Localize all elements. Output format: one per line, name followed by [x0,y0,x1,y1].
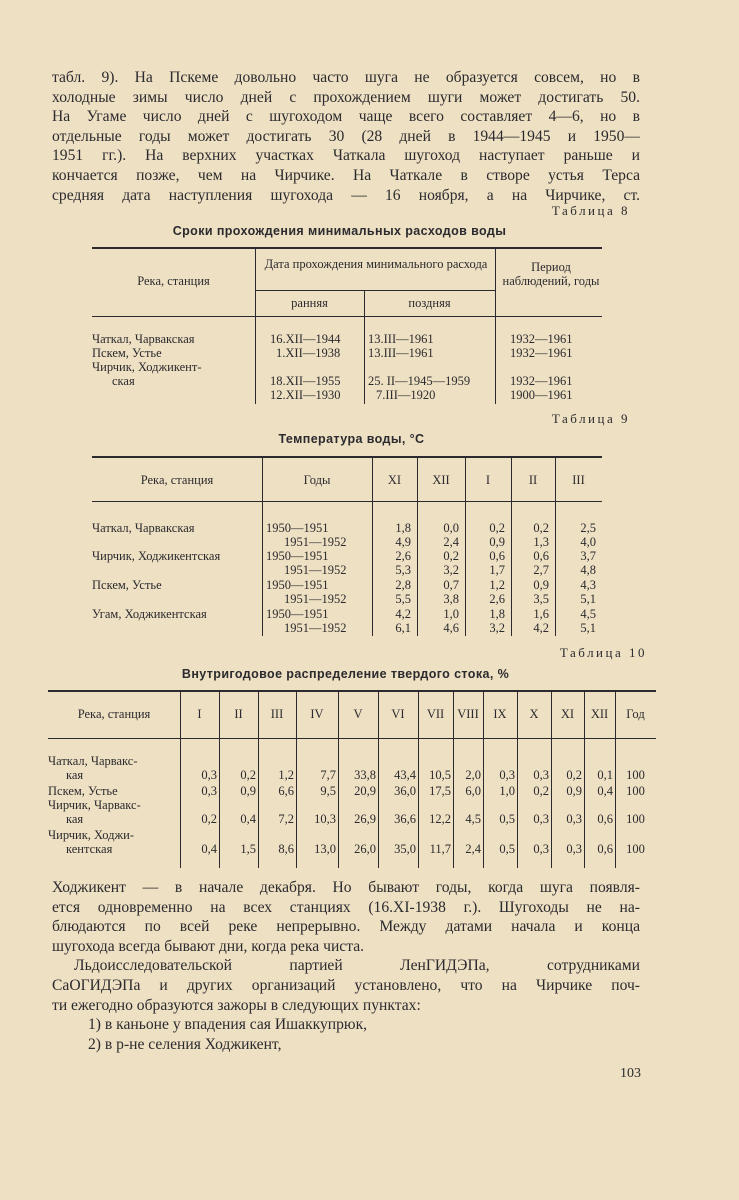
table9-value: 3,2 [489,621,505,635]
table10-value: 0,4 [201,842,217,856]
text-line: ется одновременно на всех станциях (16.XI-1938 г.). Шугоходы не на- [52,898,640,916]
table10-value: 1,0 [499,784,515,798]
table9-value: 3,8 [443,592,459,606]
table10-value: 0,3 [533,768,549,782]
text-line: отдельные годы может достигать 30 (28 дней в 1944—1945 и 1950— [52,127,640,145]
text-line: СаОГИДЭПа и других организаций установлено, что на Чирчике поч- [52,976,640,994]
table9-value: 4,8 [580,563,596,577]
table9-top-rule [92,456,602,458]
table10-value: 12,2 [429,812,451,826]
table8-top-rule [92,247,602,249]
table9-head-rule [92,501,602,502]
table9-years: 1951—1952 [284,535,347,549]
table9-value: 5,1 [580,621,596,635]
table10-top-rule [48,690,656,692]
text-line: кончается позже, чем на Чирчике. На Чаткале в створе устья Терса [52,166,640,184]
table9-value: 1,8 [395,521,411,535]
table8-header-early: ранняя [291,296,328,310]
table9-river: Чаткал, Чарвакская [92,521,195,535]
table10-value: 0,6 [597,842,613,856]
table9-value: 3,5 [533,592,549,606]
table8-early: 12.XII—1930 [270,388,341,402]
text-line: Ходжикент — в начале декабря. Но бывают годы, когда шуга появля- [52,879,640,896]
table9-value: 3,7 [580,549,596,563]
table8-river: Чирчик, Ходжикент- [92,360,202,374]
table10-value: 0,2 [533,784,549,798]
table10-value: 20,9 [354,784,376,798]
text-line: шугохода всегда бывают дни, когда река чиста. [52,937,365,955]
table10-value: 17,5 [429,784,451,798]
table9-value: 4,2 [533,621,549,635]
table9-value: 0,0 [443,521,459,535]
table10-value: 6,0 [465,784,481,798]
table10-header-cell: VIII [457,707,479,721]
table10-value: 0,9 [566,784,582,798]
table9-years: 1950—1951 [266,607,329,621]
table9-value: 0,6 [489,549,505,563]
table10-label: Таблица 10 [559,645,647,660]
table9-value: 0,6 [533,549,549,563]
table10-value: 0,2 [566,768,582,782]
table10-river: Чаткал, Чарвакс- [48,754,138,768]
table10-head-rule [48,738,656,739]
table9-river: Чирчик, Ходжикентская [92,549,221,563]
table10-value: 7,7 [320,768,336,782]
table8-late: 13.III—1961 [368,332,434,346]
table9-value: 1,2 [489,578,505,592]
table9-years: 1950—1951 [266,578,329,592]
table10-value: 26,9 [354,812,376,826]
table8-header-river: Река, станция [137,274,210,288]
table10-value: 1,2 [278,768,294,782]
table9-value: 1,3 [533,535,549,549]
table9-value: 2,6 [395,549,411,563]
table10-header-cell: VI [391,707,405,721]
table10-river: Чирчик, Ходжи- [48,828,135,842]
table8-label: Таблица 8 [551,203,630,218]
text-line: табл. 9). На Пскеме довольно часто шуга не образуется совсем, но в [52,69,640,86]
table10-value: 13,0 [314,842,336,856]
table8-vline [255,249,256,404]
table10-value: 33,8 [354,768,376,782]
table10-value: 0,3 [533,842,549,856]
table9-value: 5,1 [580,592,596,606]
table10-header-cell: V [353,707,363,721]
table10-value: 10,5 [429,768,451,782]
table10-header-cell: IX [493,707,507,721]
table10-value: 0,3 [201,784,217,798]
table10-value: 100 [626,768,645,782]
table10-value: 10,3 [314,812,336,826]
table9-value: 3,2 [443,563,459,577]
table9-header-cell: I [485,473,491,487]
table10-value: 0,4 [240,812,256,826]
table9-value: 4,3 [580,578,596,592]
table10-value: 26,0 [354,842,376,856]
table10-value: 100 [626,784,645,798]
table10-value: 2,0 [465,768,481,782]
table10-value: 7,2 [278,812,294,826]
table10-value: 0,5 [499,812,515,826]
table10-value: 0,3 [566,842,582,856]
table10-header-cell: Год [626,707,645,721]
table9-value: 2,4 [443,535,459,549]
bottom-paragraph [52,878,640,1054]
table9-value: 0,7 [443,578,459,592]
table9-value: 2,5 [580,521,596,535]
table10-value: 6,6 [278,784,294,798]
top-paragraph [52,68,640,205]
text-line: Льдоисследовательской партией ЛенГИДЭПа, сотрудниками [74,957,640,975]
text-line: блюдаются по всей реке непрерывно. Между датами начала и конца [52,918,640,936]
table8-header-late: поздняя [408,296,451,310]
table9-value: 2,8 [395,578,411,592]
table8-late: 13.III—1961 [368,346,434,360]
table10-header-cell: XI [560,707,575,721]
table8-header-date: Дата прохождения минимального расхода [264,257,488,271]
table10-header-cell: XII [590,707,609,721]
table9-header-cell: III [572,473,585,487]
table9-years: 1950—1951 [266,549,329,563]
table9-header-cell: XI [387,473,402,487]
table8-period: 1932—1961 [510,332,573,346]
table10-header-cell: I [197,707,202,721]
table9-river: Угам, Ходжикентская [92,607,207,621]
table9-years: 1951—1952 [284,592,347,606]
table8-sub-rule [255,290,495,291]
table10-value: 0,3 [201,768,217,782]
table9-value: 5,3 [395,563,411,577]
table10-header-cell: III [270,707,284,721]
table9-river: Пскем, Устье [92,578,162,592]
table9-value: 0,2 [489,521,505,535]
table9-value: 4,0 [580,535,596,549]
table10-value: 0,2 [240,768,256,782]
table9-value: 4,5 [580,607,596,621]
table10-value: 0,4 [597,784,613,798]
table8-period: 1932—1961 [510,374,573,388]
table10-river: кая [66,768,84,782]
table9-years: 1951—1952 [284,563,347,577]
table8-period: 1900—1961 [510,388,573,402]
table9-value: 1,6 [533,607,549,621]
table9-value: 0,2 [443,549,459,563]
table10-value: 9,5 [320,784,336,798]
table10-value: 4,5 [465,812,481,826]
table9-title: Температура воды, °С [278,432,425,446]
table9-header-cell: Река, станция [140,473,214,487]
text-line: ти ежегодно образуются зажоры в следующих пунктах: [52,996,421,1014]
table9-value: 2,6 [489,592,505,606]
table9-value: 4,2 [395,607,411,621]
table9-years: 1951—1952 [284,621,347,635]
table10-value: 0,9 [240,784,256,798]
table8-head-rule [92,316,602,317]
table10-header-cell: II [234,707,243,721]
table10-value: 100 [626,812,645,826]
table10-title: Внутригодовое распределение твердого стока, % [181,667,510,681]
table8-late: 25. II—1945—1959 [368,374,471,388]
table10-value: 43,4 [394,768,416,782]
table8-river: Чаткал, Чарвакская [92,332,195,346]
table9-header-cell: Годы [303,473,331,487]
table9-value: 2,7 [533,563,549,577]
table8-late: 7.III—1920 [376,388,436,402]
table9-value: 0,2 [533,521,549,535]
table9-value: 1,7 [489,563,505,577]
table9-value: 5,5 [395,592,411,606]
text-line: 1951 гг.). На верхних участках Чаткала шугоход наступает раньше и [52,147,640,165]
table9-label: Таблица 9 [551,411,630,426]
table10-header-cell: Река, станция [77,707,151,721]
table9-header-cell: XII [432,473,450,487]
table10-value: 0,3 [566,812,582,826]
table8-period: 1932—1961 [510,346,573,360]
table10-value: 0,3 [499,768,515,782]
table9-value: 1,0 [443,607,459,621]
text-line: средняя дата наступления шугохода — 16 ноября, а на Чирчике, ст. [52,186,640,204]
table9-value: 4,6 [443,621,459,635]
text-line: 2) в р-не селения Ходжикент, [88,1035,282,1053]
table8-river: Пскем, Устье [92,346,162,360]
table10-value: 36,0 [394,784,416,798]
table10-value: 8,6 [278,842,294,856]
text-line: холодные зимы число дней с прохождением шуги может достигать 50. [52,88,640,106]
table9-header-cell: II [528,473,538,487]
table8-title: Сроки прохождения минимальных расходов воды [172,224,507,238]
table9-value: 6,1 [395,621,411,635]
table9-value: 0,9 [533,578,549,592]
table9-value: 0,9 [489,535,505,549]
table10-value: 0,3 [533,812,549,826]
table10-value: 0,1 [597,768,613,782]
table8-early: 16.XII—1944 [270,332,341,346]
table10-header-cell: X [529,707,539,721]
table10-value: 100 [626,842,645,856]
table9-value: 4,9 [395,535,411,549]
table10-value: 0,5 [499,842,515,856]
table9-years: 1950—1951 [266,521,329,535]
table10-river: Пскем, Устье [48,784,118,798]
table10-river: кентская [66,842,113,856]
table9-value: 1,8 [489,607,505,621]
table8-early: 1.XII—1938 [276,346,341,360]
table10-value: 35,0 [394,842,416,856]
table10-river: кая [66,812,84,826]
table10-header-cell: IV [310,707,324,721]
table8-river: ская [112,374,135,388]
text-line: 1) в каньоне у впадения сая Ишаккупрюк, [88,1016,368,1034]
table10-value: 11,7 [429,842,451,856]
table10-header-cell: VII [426,707,445,721]
table10-value: 0,6 [597,812,613,826]
text-line: На Угаме число дней с шугоходом чаще всего составляет 4—6, но в [52,108,640,126]
table10-value: 0,2 [201,812,217,826]
table10-value: 2,4 [465,842,481,856]
table8-early: 18.XII—1955 [270,374,341,388]
table8-vline [495,249,496,404]
table10-value: 1,5 [240,842,256,856]
table10-river: Чирчик, Чарвакс- [48,798,141,812]
table8-header-period: Период наблюдений, годы [502,260,600,288]
table10-value: 36,6 [394,812,416,826]
page-number: 103 [620,1066,641,1081]
